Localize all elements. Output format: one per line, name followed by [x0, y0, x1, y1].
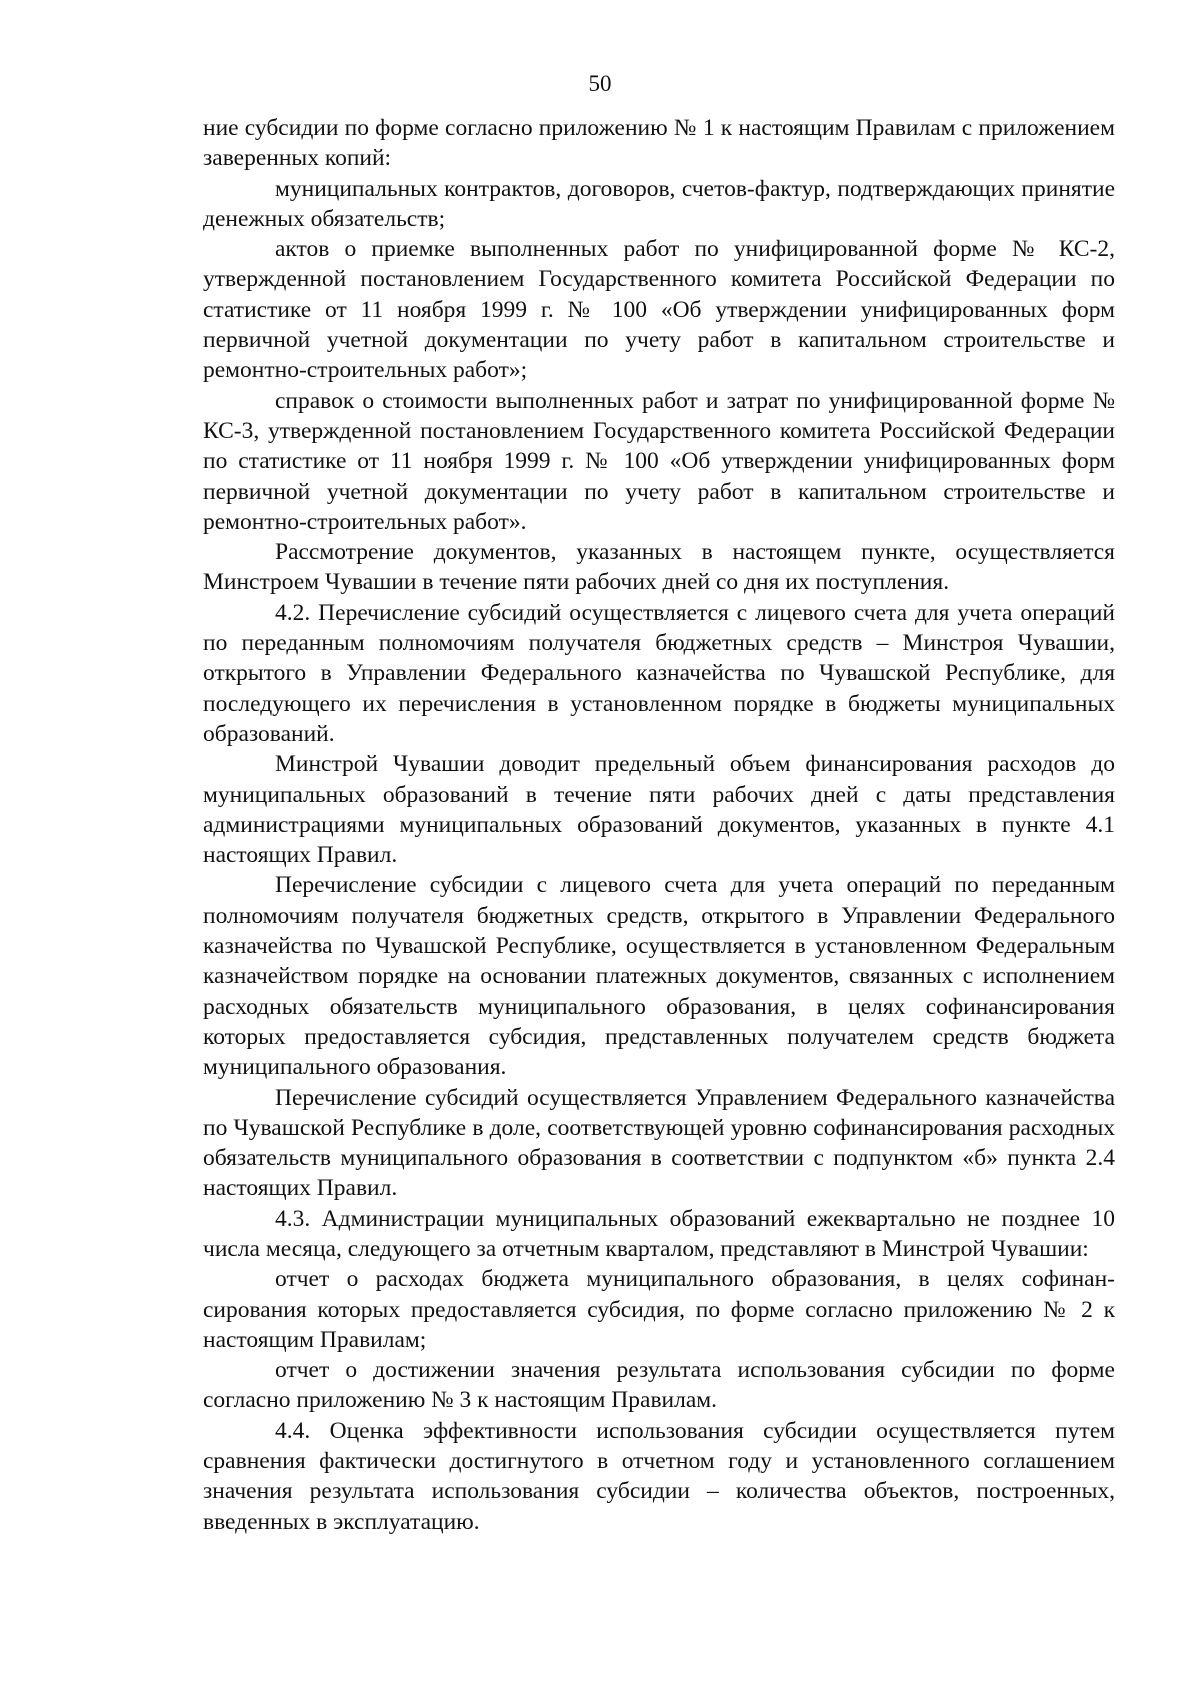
paragraph-continuation: ние субсидии по форме согласно приложению № 1 к настоящим Правилам с приложением заверенных копий: [203, 115, 1115, 172]
document-body [203, 113, 1115, 1537]
paragraph-transfer-procedure: Перечисление субсидии с лицевого счета для учета операций по переданным полномочиям получателя бюджетных средств, открытого в Управлении Федерального казначейства по Чувашской Республике, осуществляется в установленном Федеральным казначейством порядке на основании платежных документов, связанных с исполнением расходных обязательств муниципального образования, в целях софинансирования которых предоставляется субсидия, представленных получателем средств бюджета муниципального образования. [203, 872, 1115, 1081]
paragraph-review-period: Рассмотрение документов, указанных в настоящем пункте, осуществляется Минстроем Чувашии в течение пяти рабочих дней со дня их поступления. [203, 539, 1115, 596]
paragraph-ks3-certificates: справок о стоимости выполненных работ и затрат по унифицированной форме № КС-3, утвержденной постановлением Государственного комитета Российской Федерации по статистике от 11 ноября 1999 г. № 100 «Об утверждении унифицированных форм первичной учетной документации по учету работ в капитальном строительстве и ремонтно-строительных работ». [203, 387, 1115, 535]
paragraph-4-4: 4.4. Оценка эффективности использования субсидии осуществляется путем сравнения фактически достигнутого в отчетном году и установленного соглашением значения результата использования субсидии – количества объектов, построенных, введенных в эксплуатацию. [203, 1417, 1115, 1535]
paragraph-4-2: 4.2. Перечисление субсидий осуществляется с лицевого счета для учета операций по переданным полномочиям получателя бюджетных средств – Минстроя Чувашии, открытого в Управлении Федерального казначейства по Чувашской Республике, для последующего их перечисления в установленном порядке в бюджеты муниципальных образований. [203, 599, 1115, 747]
paragraph-contracts: муниципальных контрактов, договоров, счетов-фактур, подтверждающих принятие денежных обязательств; [203, 175, 1115, 232]
page-number: 50 [588, 71, 612, 96]
paragraph-expense-report: отчет о расходах бюджета муниципального образования, в целях софинансирования которых предоставляется субсидия, по форме согласно приложению № 2 к настоящим Правилам; [203, 1266, 1115, 1353]
paragraph-funding-limit: Минстрой Чувашии доводит предельный объем финансирования расходов до муниципальных образований в течение пяти рабочих дней с даты представления администрациями муниципальных образований документов, указанных в пункте 4.1 настоящих Правил. [203, 751, 1115, 869]
paragraph-transfer-share: Перечисление субсидий осуществляется Управлением Федерального казначейства по Чувашской Республике в доле, соответствующей уровню софинансирования расходных обязательств муниципального образования в соответствии с подпунктом «б» пункта 2.4 настоящих Правил. [203, 1084, 1115, 1202]
paragraph-4-3: 4.3. Администрации муниципальных образований ежеквартально не позднее 10 числа месяца, следующего за отчетным кварталом, представляют в Минстрой Чувашии: [203, 1205, 1115, 1262]
paragraph-result-report: отчет о достижении значения результата использования субсидии по форме согласно приложению № 3 к настоящим Правилам. [203, 1357, 1115, 1414]
paragraph-ks2-acts: актов о приемке выполненных работ по унифицированной форме № КС-2, утвержденной постановлением Государственного комитета Российской Федерации по статистике от 11 ноября 1999 г. № 100 «Об утверждении унифицированных форм первичной учетной документации по учету работ в капитальном строительстве и ремонтно-строительных работ»; [203, 236, 1115, 384]
